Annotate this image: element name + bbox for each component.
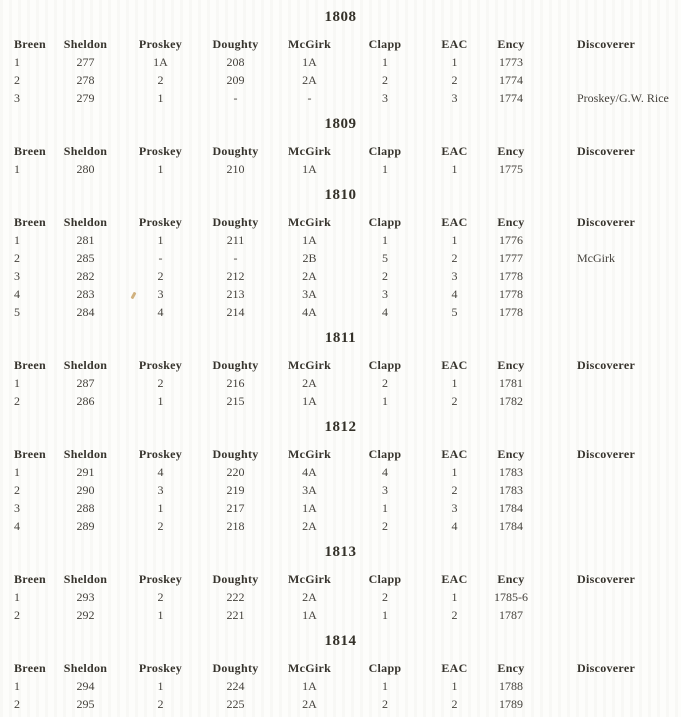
- cell-proskey: 2: [157, 269, 164, 283]
- cell-sheldon: 292: [76, 608, 95, 622]
- cell-proskey: 1: [157, 679, 164, 693]
- column-header-ency: Ency: [497, 144, 525, 158]
- cell-clapp: 3: [382, 287, 388, 301]
- cell-mcgirk: 1A: [302, 501, 317, 515]
- variety-reference-table: [0, 570, 681, 624]
- cell-doughty: 216: [226, 376, 245, 390]
- cell-ency: 1789: [499, 697, 523, 711]
- variety-reference-table: [0, 659, 681, 713]
- column-header-sheldon: Sheldon: [63, 572, 108, 586]
- column-header-doughty: Doughty: [212, 144, 259, 158]
- cell-proskey: 1: [157, 162, 164, 176]
- cell-clapp: 2: [382, 590, 388, 604]
- cell-ency: 1787: [499, 608, 523, 622]
- cell-clapp: 2: [382, 73, 388, 87]
- column-header-breen: Breen: [14, 144, 46, 158]
- year-title-1812: 1812: [324, 419, 357, 435]
- cell-breen: 4: [14, 519, 20, 533]
- table-row: [0, 231, 681, 249]
- table-header-row: [0, 213, 681, 231]
- cell-clapp: 1: [382, 679, 388, 693]
- cell-doughty: 213: [226, 287, 245, 301]
- cell-doughty: 218: [226, 519, 245, 533]
- cell-clapp: 4: [382, 305, 388, 319]
- table-row: [0, 499, 681, 517]
- column-header-proskey: Proskey: [138, 661, 183, 675]
- cell-discoverer: [537, 303, 681, 321]
- column-header-discoverer: Discoverer: [577, 358, 636, 372]
- cell-eac: 1: [451, 376, 458, 390]
- column-header-eac: EAC: [441, 447, 468, 461]
- cell-ency: 1777: [499, 251, 523, 265]
- year-section: [0, 632, 681, 713]
- cell-breen: 1: [14, 465, 20, 479]
- column-header-mcgirk: McGirk: [287, 447, 332, 461]
- cell-sheldon: 277: [76, 55, 95, 69]
- variety-reference-table: [0, 356, 681, 410]
- cell-clapp: 2: [382, 519, 388, 533]
- table-body: [0, 677, 681, 713]
- cell-mcgirk: 3A: [302, 287, 317, 301]
- column-header-sheldon: Sheldon: [63, 144, 108, 158]
- cell-ency: 1775: [499, 162, 523, 176]
- cell-discoverer: [537, 606, 681, 624]
- cell-discoverer: [537, 160, 681, 178]
- year-section: [0, 418, 681, 535]
- table-row: [0, 249, 681, 267]
- cell-mcgirk: 1A: [302, 233, 317, 247]
- column-header-ency: Ency: [497, 661, 525, 675]
- table-header-row: [0, 142, 681, 160]
- variety-reference-table: [0, 213, 681, 321]
- cell-proskey: 2: [157, 376, 164, 390]
- cell-clapp: 1: [382, 55, 388, 69]
- cell-sheldon: 295: [76, 697, 95, 711]
- column-header-mcgirk: McGirk: [287, 215, 332, 229]
- cell-proskey: 2: [157, 73, 164, 87]
- column-header-discoverer: Discoverer: [577, 215, 636, 229]
- cell-proskey: 3: [157, 287, 164, 301]
- cell-ency: 1774: [499, 91, 523, 105]
- table-row: [0, 285, 681, 303]
- column-header-ency: Ency: [497, 572, 525, 586]
- cell-mcgirk: 2A: [302, 73, 317, 87]
- table-body: [0, 160, 681, 178]
- cell-sheldon: 293: [76, 590, 95, 604]
- year-section: [0, 8, 681, 107]
- column-header-ency: Ency: [497, 358, 525, 372]
- variety-reference-table: [0, 35, 681, 107]
- cell-eac: 2: [451, 608, 458, 622]
- year-sections-container: [0, 8, 681, 713]
- column-header-sheldon: Sheldon: [63, 215, 108, 229]
- column-header-ency: Ency: [497, 215, 525, 229]
- column-header-breen: Breen: [14, 358, 46, 372]
- cell-ency: 1785-6: [494, 590, 528, 604]
- cell-breen: 1: [14, 376, 20, 390]
- variety-reference-table: [0, 142, 681, 178]
- cell-discoverer: [537, 499, 681, 517]
- year-section: [0, 115, 681, 178]
- year-title-1811: 1811: [324, 330, 357, 346]
- cell-ency: 1781: [499, 376, 523, 390]
- cell-discoverer: [537, 374, 681, 392]
- cell-doughty: 219: [226, 483, 245, 497]
- cell-mcgirk: 2A: [302, 376, 317, 390]
- table-row: [0, 53, 681, 71]
- cell-doughty: 222: [226, 590, 245, 604]
- cell-discoverer: Proskey/G.W. Rice: [577, 91, 669, 105]
- year-title-1808: 1808: [324, 9, 357, 25]
- cell-clapp: 1: [382, 608, 388, 622]
- cell-ency: 1774: [499, 73, 523, 87]
- cell-ency: 1778: [499, 269, 523, 283]
- cell-doughty: 208: [226, 55, 245, 69]
- column-header-doughty: Doughty: [212, 358, 259, 372]
- table-header-row: [0, 570, 681, 588]
- cell-mcgirk: 1A: [302, 162, 317, 176]
- cell-breen: 1: [14, 55, 20, 69]
- cell-breen: 2: [14, 394, 20, 408]
- cell-proskey: 2: [157, 697, 164, 711]
- column-header-doughty: Doughty: [212, 37, 259, 51]
- table-header-row: [0, 445, 681, 463]
- cell-breen: 1: [14, 162, 20, 176]
- cell-eac: 2: [451, 394, 458, 408]
- column-header-proskey: Proskey: [138, 144, 183, 158]
- cell-eac: 2: [451, 697, 458, 711]
- cell-sheldon: 294: [76, 679, 95, 693]
- column-header-discoverer: Discoverer: [577, 572, 636, 586]
- cell-discoverer: McGirk: [577, 251, 615, 265]
- table-body: [0, 588, 681, 624]
- year-title-1813: 1813: [324, 544, 357, 560]
- cell-mcgirk: -: [307, 91, 312, 105]
- cell-doughty: -: [233, 91, 238, 105]
- cell-breen: 3: [14, 91, 20, 105]
- cell-proskey: 1: [157, 394, 164, 408]
- column-header-eac: EAC: [441, 358, 468, 372]
- cell-eac: 3: [451, 269, 458, 283]
- cell-discoverer: [537, 677, 681, 695]
- cell-mcgirk: 4A: [302, 465, 317, 479]
- column-header-breen: Breen: [14, 661, 46, 675]
- cell-eac: 1: [451, 465, 458, 479]
- column-header-clapp: Clapp: [368, 572, 402, 586]
- cell-discoverer: [537, 517, 681, 535]
- cell-doughty: 220: [226, 465, 245, 479]
- cell-proskey: 4: [157, 305, 164, 319]
- cell-discoverer: [537, 588, 681, 606]
- table-header-row: [0, 35, 681, 53]
- cell-mcgirk: 1A: [302, 679, 317, 693]
- cell-proskey: 1: [157, 91, 164, 105]
- cell-breen: 1: [14, 233, 20, 247]
- cell-mcgirk: 2A: [302, 697, 317, 711]
- column-header-mcgirk: McGirk: [287, 358, 332, 372]
- table-row: [0, 463, 681, 481]
- cell-eac: 4: [451, 287, 458, 301]
- column-header-eac: EAC: [441, 37, 468, 51]
- cell-doughty: 224: [226, 679, 245, 693]
- cell-eac: 1: [451, 679, 458, 693]
- table-row: [0, 517, 681, 535]
- cell-eac: 2: [451, 251, 458, 265]
- column-header-discoverer: Discoverer: [577, 661, 636, 675]
- cell-doughty: 214: [226, 305, 245, 319]
- cell-mcgirk: 3A: [302, 483, 317, 497]
- cell-eac: 5: [451, 305, 458, 319]
- column-header-ency: Ency: [497, 447, 525, 461]
- column-header-proskey: Proskey: [138, 37, 183, 51]
- table-header-row: [0, 659, 681, 677]
- cell-proskey: 3: [157, 483, 164, 497]
- cell-proskey: 1: [157, 608, 164, 622]
- column-header-proskey: Proskey: [138, 447, 183, 461]
- cell-eac: 1: [451, 162, 458, 176]
- cell-clapp: 5: [382, 251, 388, 265]
- cell-breen: 3: [14, 501, 20, 515]
- column-header-mcgirk: McGirk: [287, 661, 332, 675]
- cell-clapp: 2: [382, 697, 388, 711]
- cell-sheldon: 278: [76, 73, 95, 87]
- column-header-eac: EAC: [441, 215, 468, 229]
- column-header-clapp: Clapp: [368, 447, 402, 461]
- table-row: [0, 71, 681, 89]
- cell-doughty: 215: [226, 394, 245, 408]
- cell-doughty: 221: [226, 608, 245, 622]
- column-header-clapp: Clapp: [368, 358, 402, 372]
- cell-clapp: 3: [382, 483, 388, 497]
- table-row: [0, 606, 681, 624]
- column-header-doughty: Doughty: [212, 215, 259, 229]
- cell-discoverer: [537, 285, 681, 303]
- cell-ency: 1778: [499, 287, 523, 301]
- table-row: [0, 303, 681, 321]
- cell-discoverer: [537, 53, 681, 71]
- cell-discoverer: [537, 231, 681, 249]
- column-header-eac: EAC: [441, 661, 468, 675]
- cell-mcgirk: 1A: [302, 55, 317, 69]
- cell-ency: 1783: [499, 465, 523, 479]
- cell-breen: 5: [14, 305, 20, 319]
- column-header-clapp: Clapp: [368, 37, 402, 51]
- column-header-breen: Breen: [14, 572, 46, 586]
- cell-proskey: 1: [157, 233, 164, 247]
- cell-ency: 1784: [499, 519, 523, 533]
- cell-clapp: 3: [382, 91, 388, 105]
- column-header-proskey: Proskey: [138, 358, 183, 372]
- cell-mcgirk: 1A: [302, 608, 317, 622]
- cell-breen: 2: [14, 73, 20, 87]
- year-title-1810: 1810: [324, 187, 357, 203]
- cell-eac: 1: [451, 233, 458, 247]
- column-header-doughty: Doughty: [212, 661, 259, 675]
- cell-mcgirk: 2A: [302, 590, 317, 604]
- variety-reference-table: [0, 445, 681, 535]
- cell-mcgirk: 1A: [302, 394, 317, 408]
- cell-eac: 2: [451, 73, 458, 87]
- cell-ency: 1783: [499, 483, 523, 497]
- cell-ency: 1776: [499, 233, 523, 247]
- cell-doughty: 217: [226, 501, 245, 515]
- table-row: [0, 374, 681, 392]
- cell-breen: 4: [14, 287, 20, 301]
- column-header-sheldon: Sheldon: [63, 358, 108, 372]
- column-header-doughty: Doughty: [212, 572, 259, 586]
- cell-breen: 2: [14, 483, 20, 497]
- cell-breen: 2: [14, 608, 20, 622]
- cell-eac: 4: [451, 519, 458, 533]
- cell-sheldon: 285: [76, 251, 95, 265]
- cell-breen: 3: [14, 269, 20, 283]
- year-section: [0, 543, 681, 624]
- cell-sheldon: 288: [76, 501, 95, 515]
- column-header-ency: Ency: [497, 37, 525, 51]
- table-row: [0, 588, 681, 606]
- cell-sheldon: 286: [76, 394, 95, 408]
- cell-ency: 1788: [499, 679, 523, 693]
- year-section: [0, 186, 681, 321]
- column-header-breen: Breen: [14, 37, 46, 51]
- cell-sheldon: 282: [76, 269, 95, 283]
- cell-clapp: 1: [382, 233, 388, 247]
- column-header-mcgirk: McGirk: [287, 37, 332, 51]
- year-title-1809: 1809: [324, 116, 357, 132]
- cell-discoverer: [537, 392, 681, 410]
- column-header-clapp: Clapp: [368, 215, 402, 229]
- cell-clapp: 4: [382, 465, 388, 479]
- cell-proskey: 2: [157, 519, 164, 533]
- column-header-mcgirk: McGirk: [287, 144, 332, 158]
- cell-ency: 1784: [499, 501, 523, 515]
- cell-doughty: 210: [226, 162, 245, 176]
- cell-doughty: 211: [226, 233, 245, 247]
- cell-eac: 3: [451, 501, 458, 515]
- cell-ency: 1773: [499, 55, 523, 69]
- column-header-proskey: Proskey: [138, 215, 183, 229]
- cell-sheldon: 283: [76, 287, 95, 301]
- cell-breen: 1: [14, 679, 20, 693]
- cell-doughty: 209: [226, 73, 245, 87]
- cell-breen: 1: [14, 590, 20, 604]
- table-body: [0, 374, 681, 410]
- table-row: [0, 695, 681, 713]
- cell-sheldon: 290: [76, 483, 95, 497]
- cell-clapp: 1: [382, 162, 388, 176]
- cell-clapp: 2: [382, 376, 388, 390]
- year-section: [0, 329, 681, 410]
- table-row: [0, 392, 681, 410]
- cell-clapp: 1: [382, 394, 388, 408]
- column-header-breen: Breen: [14, 447, 46, 461]
- table-row: [0, 677, 681, 695]
- cell-sheldon: 284: [76, 305, 95, 319]
- column-header-doughty: Doughty: [212, 447, 259, 461]
- table-body: [0, 231, 681, 321]
- cell-breen: 2: [14, 697, 20, 711]
- table-row: [0, 160, 681, 178]
- column-header-breen: Breen: [14, 215, 46, 229]
- column-header-mcgirk: McGirk: [287, 572, 332, 586]
- cell-discoverer: [537, 463, 681, 481]
- table-header-row: [0, 356, 681, 374]
- cell-eac: 3: [451, 91, 458, 105]
- cell-eac: 1: [451, 55, 458, 69]
- year-title-1814: 1814: [324, 633, 357, 649]
- cell-ency: 1782: [499, 394, 523, 408]
- column-header-clapp: Clapp: [368, 661, 402, 675]
- cell-sheldon: 281: [76, 233, 95, 247]
- cell-mcgirk: 2A: [302, 269, 317, 283]
- table-body: [0, 463, 681, 535]
- cell-sheldon: 291: [76, 465, 95, 479]
- table-row: [0, 89, 681, 107]
- cell-discoverer: [537, 695, 681, 713]
- cell-proskey: 1A: [153, 55, 168, 69]
- cell-proskey: -: [158, 251, 163, 265]
- cell-mcgirk: 4A: [302, 305, 317, 319]
- cell-sheldon: 279: [76, 91, 95, 105]
- cell-clapp: 2: [382, 269, 388, 283]
- cell-sheldon: 280: [76, 162, 95, 176]
- column-header-sheldon: Sheldon: [63, 661, 108, 675]
- cell-eac: 1: [451, 590, 458, 604]
- cell-discoverer: [537, 481, 681, 499]
- column-header-discoverer: Discoverer: [577, 37, 636, 51]
- cell-discoverer: [537, 71, 681, 89]
- cell-eac: 2: [451, 483, 458, 497]
- cell-ency: 1778: [499, 305, 523, 319]
- column-header-clapp: Clapp: [368, 144, 402, 158]
- column-header-proskey: Proskey: [138, 572, 183, 586]
- cell-doughty: -: [233, 251, 238, 265]
- cell-doughty: 212: [226, 269, 245, 283]
- table-row: [0, 267, 681, 285]
- column-header-sheldon: Sheldon: [63, 447, 108, 461]
- cell-clapp: 1: [382, 501, 388, 515]
- column-header-discoverer: Discoverer: [577, 144, 636, 158]
- cell-sheldon: 287: [76, 376, 95, 390]
- cell-proskey: 2: [157, 590, 164, 604]
- column-header-eac: EAC: [441, 572, 468, 586]
- cell-doughty: 225: [226, 697, 245, 711]
- table-body: [0, 53, 681, 107]
- cell-discoverer: [537, 267, 681, 285]
- column-header-eac: EAC: [441, 144, 468, 158]
- cell-proskey: 4: [157, 465, 164, 479]
- cell-mcgirk: 2A: [302, 519, 317, 533]
- cell-breen: 2: [14, 251, 20, 265]
- column-header-sheldon: Sheldon: [63, 37, 108, 51]
- cell-mcgirk: 2B: [302, 251, 317, 265]
- cell-sheldon: 289: [76, 519, 95, 533]
- cell-proskey: 1: [157, 501, 164, 515]
- column-header-discoverer: Discoverer: [577, 447, 636, 461]
- table-row: [0, 481, 681, 499]
